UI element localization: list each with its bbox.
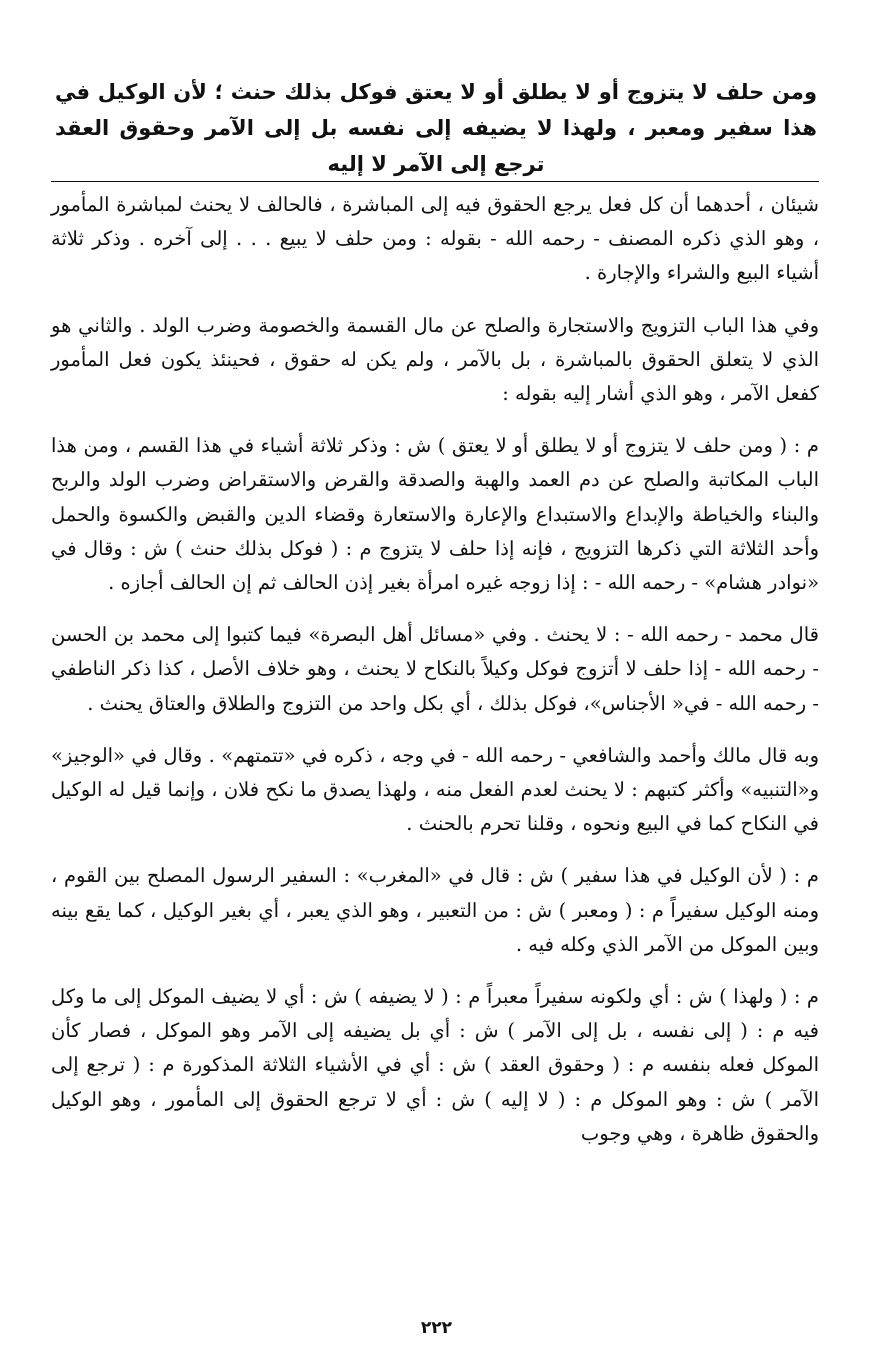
commentary-paragraph-5: وبه قال مالك وأحمد والشافعي - رحمه الله - في وجه ، ذكره في «تتمتهم» . وقال في «الوجيز» و«التنبيه» وأكثر كتبهم : لا يحنث لعدم الفعل منه ، ولهذا يصدق ما نكح فلان ، وإنما قيل له الوكيل في النكاح كما في البيع ونحوه ، وقلنا تحرم بالحنث . [51, 743, 819, 836]
separator-line [51, 181, 819, 182]
main-text-matn: ومن حلف لا يتزوج أو لا يطلق أو لا يعتق فوكل بذلك حنث ؛ لأن الوكيل في هذا سفير ومعبر ، ولهذا لا يضيفه إلى نفسه بل إلى الآمر وحقوق العقد ترجع إلى الآمر لا إليه [55, 80, 817, 176]
commentary-paragraph-4: قال محمد - رحمه الله - : لا يحنث . وفي «مسائل أهل البصرة» فيما كتبوا إلى محمد بن الحسن - رحمه الله - إذا حلف لا أتزوج فوكل وكيلاً بالنكاح لا يحنث ، وهو خلاف الأصل ، كذا ذكر الناطفي - رحمه الله - في« الأجناس»، فوكل بذلك ، أي بكل واحد من التزوج والطلاق والعتاق يحنث . [51, 623, 819, 715]
commentary-block [51, 188, 819, 1169]
page-number: ٢٢٢ [420, 1318, 453, 1338]
commentary-paragraph-7: م : ( ولهذا ) ش : أي ولكونه سفيراً معبراً م : ( لا يضيفه ) ش : أي لا يضيف الموكل إلى ما وكل فيه م : ( إلى نفسه ، بل إلى الآمر ) ش : أي بل يضيفه إلى الآمر وهو الموكل ، فصار كأن الموكل فعله بنفسه م : ( وحقوق العقد ) ش : أي في الأشياء الثلاثة المذكورة م : ( ترجع إلى الآمر ) ش : وهو الموكل م : ( لا إليه ) ش : أي لا ترجع الحقوق إلى المأمور ، وهو الوكيل والحقوق ظاهرة ، وهي وجوب [51, 985, 819, 1145]
commentary-paragraph-6: م : ( لأن الوكيل في هذا سفير ) ش : قال في «المغرب» : السفير الرسول المصلح بين القوم ، ومنه الوكيل سفيراً م : ( ومعبر ) ش : من التعبير ، وهو الذي يعبر ، أي بغير الوكيل ، كما يقع بينه وبين الموكل من الآمر الذي وكله فيه . [51, 864, 819, 956]
commentary-paragraph-3: م : ( ومن حلف لا يتزوج أو لا يطلق أو لا يعتق ) ش : وذكر ثلاثة أشياء في هذا القسم ، ومن هذا الباب المكاتبة والصلح عن دم العمد والهبة والصدقة والقرض والاستقراض وضرب الولد والربح والبناء والخياطة والإبداع والاستبداع والإعارة والاستعارة وقضاء الدين والقبض والكسوة والحمل وأحد الثلاثة التي ذكرها التزويج ، فإنه إذا حلف لا يتزوج م : ( فوكل بذلك حنث ) ش : وقال في «نوادر هشام» - رحمه الله - : إذا زوجه غيره امرأة بغير إذن الحالف ثم إن الحالف أجازه . [51, 434, 819, 595]
commentary-paragraph-2: وفي هذا الباب التزويج والاستجارة والصلح عن مال القسمة والخصومة وضرب الولد . والثاني هو الذي لا يتعلق الحقوق بالمباشرة ، بل بالآمر ، ولم يكن له حقوق ، فحينئذ يكون فعل المأمور كفعل الآمر ، وهو الذي أشار إليه بقوله : [51, 313, 819, 406]
commentary-paragraph-1: شيئان ، أحدهما أن كل فعل يرجع الحقوق فيه إلى المباشرة ، فالحالف لا يحنث لمباشرة المأمور ، وهو الذي ذكره المصنف - رحمه الله - بقوله : ومن حلف لا يبيع . . . إلى آخره . وذكر ثلاثة أشياء البيع والشراء والإجارة . [51, 193, 819, 285]
